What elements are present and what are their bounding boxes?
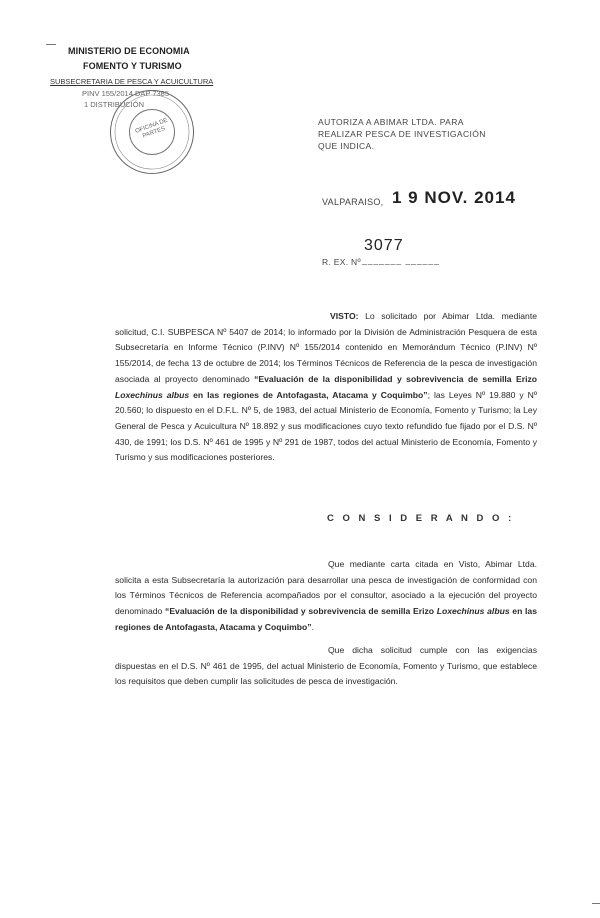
margin-mark [46,44,56,45]
visto-lead: Lo solicitado por Abimar Ltda. mediante solicitud, C.I. SUBPESCA Nº 5407 de 2014; lo informado por la División de Administración Pesquera de esta Subsecretaría en Informe Técnico (P.INV) Nº 155/2014 contenido en Memorándum Técnico (P.INV) Nº 155/2014, de fecha 13 de octubre de 2014; los Términos Técnicos de Referencia de la pesca de investigación asociada al proyecto denominado [115,311,537,384]
considerando-1-project: “Evaluación de la disponibilidad y sobrevivencia de semilla Erizo [165,606,437,617]
ministry-name: MINISTERIO DE ECONOMIA [68,46,190,56]
visto-tail: ; las Leyes Nº 19.880 y Nº 20.560; lo dispuesto en el D.F.L. Nº 5, de 1983, del actual Ministerio de Economía, Fomento y Turismo; la Ley General de Pesca y Acuicultura Nº 18.892 y sus modificaciones cuyo texto refundido fue fijado por el D.S. Nº 430, de 1991; los D.S. Nº 461 de 1995 y Nº 291 de 1987, todos del actual Ministerio de Economía, Fomento y Turismo y sus modificaciones posteriores. [115,389,537,463]
subject-line: AUTORIZA A ABIMAR LTDA. PARA REALIZAR PESCA DE INVESTIGACIÓN QUE INDICA. [318,117,486,151]
visto-project-title: “Evaluación de la disponibilidad y sobrevivencia de semilla Erizo [254,373,537,384]
resolution-dashes: _______ ______ [362,255,440,265]
resolution-number: 3077 [364,237,404,254]
official-stamp [110,90,194,174]
visto-label: VISTO: [330,311,359,321]
place-label: VALPARAISO, [322,197,384,207]
considerando-1-project-end: en las regiones de Antofagasta, Atacama y Coquimbo” [115,606,537,632]
reference-code: PINV 155/2014 DAP 7385 [82,89,170,98]
distribution-note: 1 DISTRIBUCIÓN [84,100,145,109]
visto-project-title-end: en las regiones de Antofagasta, Atacama y Coquimbo” [189,389,428,400]
considerando-paragraph-2 [115,643,537,690]
ministry-subtitle: FOMENTO Y TURISMO [83,61,182,71]
subsecretaria-name: SUBSECRETARIA DE PESCA Y ACUICULTURA [50,77,214,86]
resolution-date: 1 9 NOV. 2014 [392,188,516,207]
considerando-heading: C O N S I D E R A N D O : [327,513,515,524]
considerando-2-first: Que dicha solicitud cumple con las exigencias [328,645,537,655]
considerando-1-end: . [311,621,314,632]
stamp-inner-text: OFICINA DE PARTES [134,117,169,140]
visto-paragraph [115,309,537,466]
margin-mark [592,903,600,904]
considerando-2-rest: dispuestas en el D.S. Nº 461 de 1995, del actual Ministerio de Economía, Fomento y Turismo, que establece los requisitos que deben cumplir las solicitudes de pesca de investigación. [115,660,537,687]
considerando-1-rest: solicita a esta Subsecretaría la autorización para desarrollar una pesca de investigación de conformidad con los Términos Técnicos de Referencia acompañados por el consultor, asociado a la ejecución del proyecto denominado [115,574,537,617]
considerando-1-species: Loxechinus albus [436,606,510,617]
considerando-paragraph-1 [115,557,537,636]
visto-species-name: Loxechinus albus [115,389,190,400]
considerando-1-first: Que mediante carta citada en Visto, Abimar Ltda. [328,559,537,569]
resolution-label: R. EX. Nº [322,257,361,267]
